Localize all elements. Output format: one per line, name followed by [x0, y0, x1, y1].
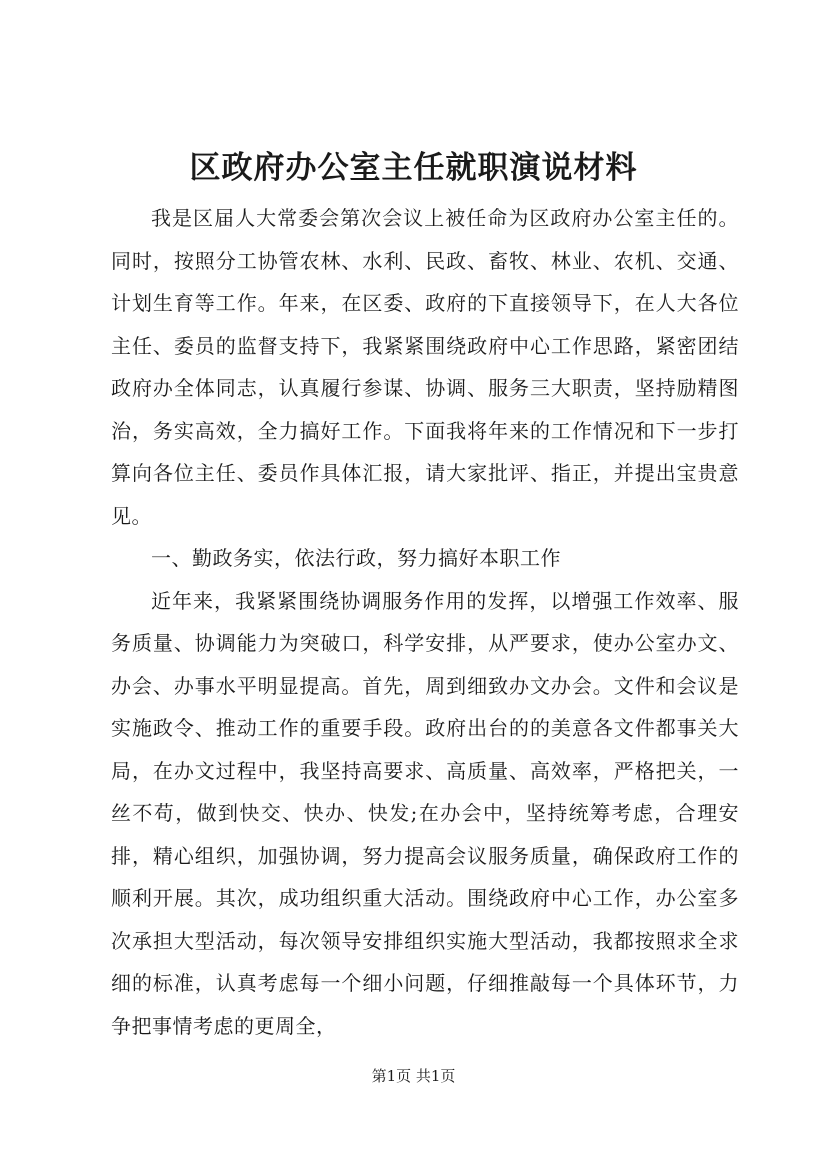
document-body: [111, 197, 739, 1047]
document-title: 区政府办公室主任就职演说材料: [189, 150, 638, 186]
paragraph-section-1: 近年来，我紧紧围绕协调服务作用的发挥，以增强工作效率、服务质量、协调能力为突破口，科学安排，从严要求，使办公室办文、办会、办事水平明显提高。首先，周到细致办文办会。文件和会议是实施政令、推动工作的重要手段。政府出台的的美意各文件都事关大局，在办文过程中，我坚持高要求、高质量、高效率，严格把关，一丝不苟，做到快交、快办、快发;在办会中，坚持统筹考虑，合理安排，精心组织，加强协调，努力提高会议服务质量，确保政府工作的顺利开展。其次，成功组织重大活动。围绕政府中心工作，办公室多次承担大型活动，每次领导安排组织实施大型活动，我都按照求全求细的标准，认真考虑每一个细小问题，仔细推敲每一个具体环节，力争把事情考虑的更周全，: [111, 588, 739, 1038]
paragraph-intro: 我是区届人大常委会第次会议上被任命为区政府办公室主任的。同时，按照分工协管农林、水利、民政、畜牧、林业、农机、交通、计划生育等工作。年来，在区委、政府的下直接领导下，在人大各位主任、委员的监督支持下，我紧紧围绕政府中心工作思路，紧密团结政府办全体同志，认真履行参谋、协调、服务三大职责，坚持励精图治，务实高效，全力搞好工作。下面我将年来的工作情况和下一步打算向各位主任、委员作具体汇报，请大家批评、指正，并提出宝贵意见。: [111, 206, 739, 528]
section-heading-1: 一、勤政务实，依法行政，努力搞好本职工作: [151, 546, 561, 570]
page-footer: 第1页 共1页: [371, 1067, 456, 1085]
